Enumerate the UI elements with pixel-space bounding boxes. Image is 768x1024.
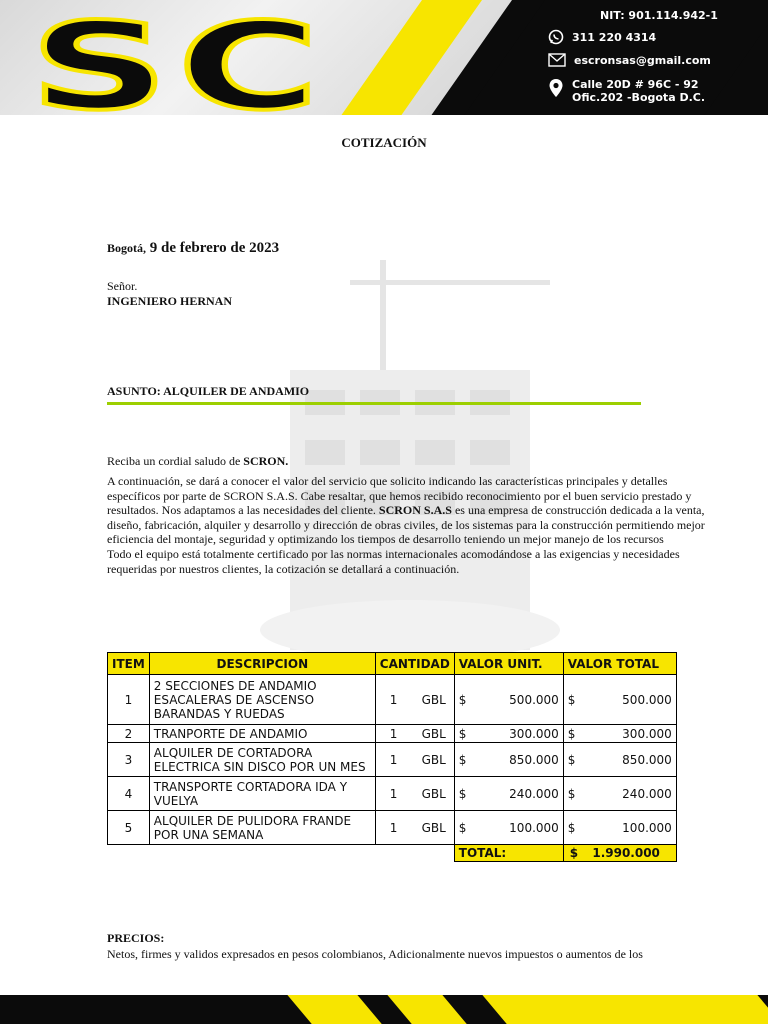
cell-unit-value (454, 743, 563, 777)
cell-total-value (563, 777, 676, 811)
address-line-2: Ofic.202 -Bogota D.C. (572, 91, 706, 104)
currency-symbol: $ (458, 786, 467, 801)
total-value: 100.000 (622, 820, 672, 835)
intro-text-3: Todo el equipo está totalmente certificado por las normas internacionales acomodándose a las exigencias y necesidades requeridas por nuestros clientes, la cotización se detallará a continuación. (107, 546, 680, 576)
currency-symbol: $ (458, 752, 467, 767)
cell-quantity (375, 675, 454, 725)
footer-stripe (279, 995, 391, 1024)
letterhead-footer (0, 995, 768, 1024)
mail-icon (548, 53, 566, 67)
intro-brand: SCRON S.A.S (378, 503, 452, 518)
cell-unit-value (454, 675, 563, 725)
header-total-value: VALOR TOTAL (563, 653, 676, 675)
cell-total-value (563, 725, 676, 743)
cell-total-value (563, 743, 676, 777)
total-value: 500.000 (622, 692, 672, 707)
cell-item: 2 (108, 725, 150, 743)
header-description: DESCRIPCION (149, 653, 375, 675)
table-row (108, 743, 677, 777)
cell-unit-value (454, 725, 563, 743)
cell-item: 5 (108, 811, 150, 845)
cell-total-value (563, 811, 676, 845)
cell-quantity (375, 777, 454, 811)
total-label: TOTAL: (454, 845, 563, 862)
qty-unit: GBL (421, 820, 446, 835)
document-date (107, 240, 279, 257)
qty-unit: GBL (421, 726, 446, 741)
date-value: 9 de febrero de 2023 (149, 240, 280, 256)
total-row (108, 845, 677, 862)
currency-symbol: $ (567, 786, 576, 801)
currency-symbol: $ (458, 726, 467, 741)
greeting-brand: SCRON. (243, 454, 289, 468)
nit-text: NIT: 901.114.942-1 (600, 9, 718, 22)
cell-description: ALQUILER DE PULIDORA FRANDE POR UNA SEMANA (149, 811, 375, 845)
header-unit-value: VALOR UNIT. (454, 653, 563, 675)
qty-unit: GBL (421, 786, 446, 801)
currency-symbol: $ (567, 820, 576, 835)
company-logo: SC (30, 0, 329, 115)
address-line-1: Calle 20D # 96C - 92 (572, 78, 699, 91)
qty-value: 1 (389, 820, 398, 835)
currency-symbol: $ (567, 752, 576, 767)
whatsapp-icon (548, 29, 564, 45)
unit-value: 300.000 (509, 726, 559, 741)
contact-info (550, 0, 760, 115)
cell-quantity (375, 743, 454, 777)
document-title: COTIZACIÓN (341, 135, 427, 150)
table-row (108, 675, 677, 725)
currency-symbol: $ (458, 820, 467, 835)
qty-value: 1 (389, 726, 398, 741)
recipient-name: INGENIERO HERNAN (107, 294, 233, 308)
total-amount: 1.990.000 (592, 846, 660, 860)
header-quantity: CANTIDAD (375, 653, 454, 675)
total-value: 850.000 (622, 752, 672, 767)
cell-description: ALQUILER DE CORTADORA ELECTRICA SIN DISCO POR UN MES (149, 743, 375, 777)
total-value-cell (563, 845, 676, 862)
cell-total-value (563, 675, 676, 725)
intro-paragraph (107, 474, 707, 576)
location-pin-icon (548, 78, 564, 98)
phone-text: 311 220 4314 (572, 30, 657, 44)
unit-value: 500.000 (509, 692, 559, 707)
letterhead-header (0, 0, 768, 115)
currency-symbol: $ (567, 726, 576, 741)
email-text: escronsas@gmail.com (574, 53, 711, 67)
quote-table (107, 652, 677, 862)
unit-value: 240.000 (509, 786, 559, 801)
date-city: Bogotá, (107, 241, 146, 255)
total-value: 240.000 (622, 786, 672, 801)
header-item: ITEM (108, 653, 150, 675)
subject-line: ASUNTO: ALQUILER DE ANDAMIO (107, 384, 310, 398)
cell-item: 3 (108, 743, 150, 777)
qty-value: 1 (389, 752, 398, 767)
intro-text-2: es una empresa de construcción dedicada a la venta, diseño, fabricación, alquiler y desarrollo y dirección de obras civiles, de los sistemas para la construcción permitiendo mejor eficiencia del montaje, seguridad y optimizando los tiempos de desarrollo teniendo un mejor manejo de los recursos (107, 503, 705, 547)
cell-item: 1 (108, 675, 150, 725)
greeting-text: Reciba un cordial saludo de (107, 454, 244, 468)
total-currency: $ (569, 846, 579, 860)
prices-heading: PRECIOS: (107, 931, 165, 945)
qty-unit: GBL (421, 692, 446, 707)
qty-value: 1 (389, 786, 398, 801)
salutation: Señor. (107, 279, 138, 293)
intro-text-1: A continuación, se dará a conocer el valor del servicio que solicito indicando las características principales y detalles específicos por parte de SCRON S.A.S. Cabe resaltar, que hemos recibido reconocimiento por el buen servicio prestado y resultados. Nos adaptamos a las necesidades del cliente. (107, 474, 692, 518)
unit-value: 850.000 (509, 752, 559, 767)
greeting (107, 454, 707, 469)
cell-quantity (375, 811, 454, 845)
table-row (108, 777, 677, 811)
unit-value: 100.000 (509, 820, 559, 835)
cell-unit-value (454, 777, 563, 811)
cell-description: TRANSPORTE CORTADORA IDA Y VUELYA (149, 777, 375, 811)
qty-value: 1 (389, 692, 398, 707)
table-header-row (108, 653, 677, 675)
currency-symbol: $ (567, 692, 576, 707)
table-row (108, 725, 677, 743)
cell-item: 4 (108, 777, 150, 811)
cell-quantity (375, 725, 454, 743)
currency-symbol: $ (458, 692, 467, 707)
cell-unit-value (454, 811, 563, 845)
cell-description: TRANPORTE DE ANDAMIO (149, 725, 375, 743)
footer-stripe (379, 995, 768, 1024)
total-value: 300.000 (622, 726, 672, 741)
cell-description: 2 SECCIONES DE ANDAMIO ESACALERAS DE ASCENSO BARANDAS Y RUEDAS (149, 675, 375, 725)
prices-text: Netos, firmes y validos expresados en pesos colombianos, Adicionalmente nuevos impuestos o aumentos de los (107, 947, 643, 961)
subject-underline (107, 402, 641, 405)
total-spacer (108, 845, 455, 862)
table-row (108, 811, 677, 845)
qty-unit: GBL (421, 752, 446, 767)
